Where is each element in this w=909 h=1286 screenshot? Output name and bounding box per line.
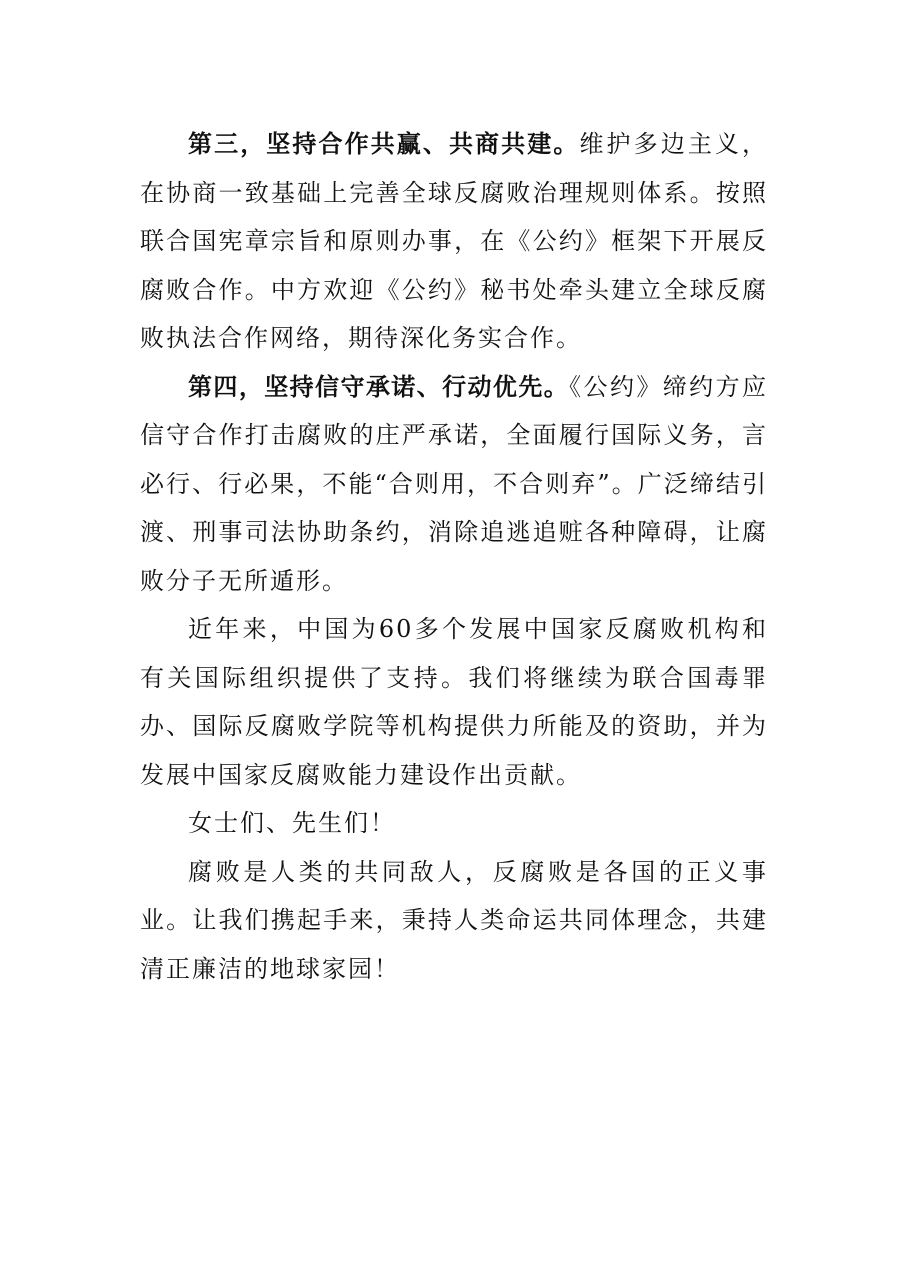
paragraph-third-principle bbox=[140, 120, 768, 363]
paragraph-text: 维护多边主义，在协商一致基础上完善全球反腐败治理规则体系。按照联合国宪章宗旨和原则办事，在《公约》框架下开展反腐败合作。中方欢迎《公约》秘书处牵头建立全球反腐败执法合作网络，期待深化务实合作。 bbox=[140, 130, 769, 352]
paragraph-text: 《公约》缔约方应信守合作打击腐败的庄严承诺，全面履行国际义务，言必行、行必果，不能“合则用，不合则弃”。广泛缔结引渡、刑事司法协助条约，消除追逃追赃各种障碍，让腐败分子无所遁形。 bbox=[140, 372, 769, 595]
paragraph-text: 近年来，中国为60多个发展中国家反腐败机构和有关国际组织提供了支持。我们将继续为联合国毒罪办、国际反腐败学院等机构提供力所能及的资助，并为发展中国家反腐败能力建设作出贡献。 bbox=[140, 615, 768, 789]
paragraph-heading: 第四，坚持信守承诺、行动优先。 bbox=[188, 372, 570, 401]
paragraph-text: 腐败是人类的共同敌人，反腐败是各国的正义事业。让我们携起手来，秉持人类命运共同体理念，共建清正廉洁的地球家园！ bbox=[140, 857, 768, 983]
paragraph-closing bbox=[140, 848, 768, 994]
paragraph-salutation bbox=[140, 799, 768, 848]
document-body bbox=[140, 120, 768, 993]
paragraph-fourth-principle bbox=[140, 363, 768, 606]
paragraph-china-support bbox=[140, 605, 768, 799]
paragraph-text: 女士们、先生们！ bbox=[188, 809, 396, 837]
paragraph-heading: 第三，坚持合作共赢、共商共建。 bbox=[188, 130, 580, 158]
